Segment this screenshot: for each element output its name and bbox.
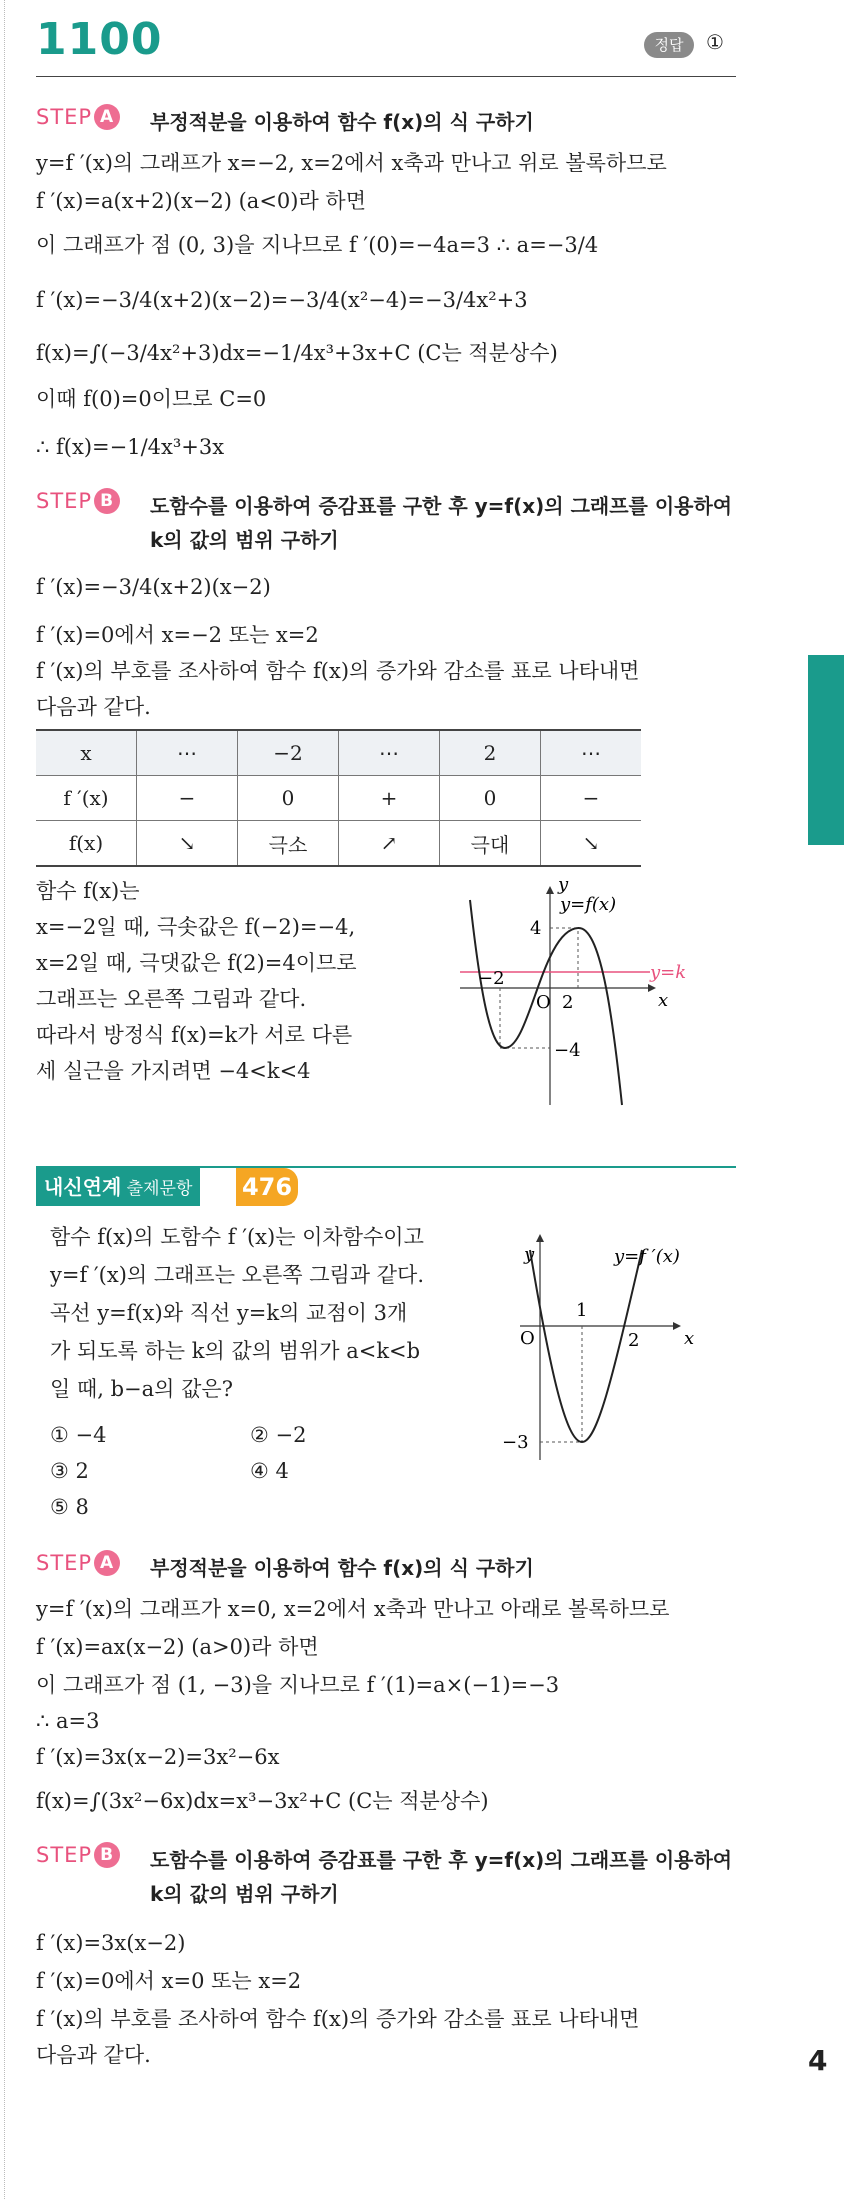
table-cell: x [36,730,137,776]
k-line-label: y=k [650,962,687,983]
cubic-graph [450,880,720,1120]
header-rule [36,76,736,77]
s1-c-line: 그래프는 오른쪽 그림과 같다. [36,987,307,1011]
s2-b-line: f ′(x)=3x(x−2) [36,1931,186,1955]
s2-a-line: f ′(x)=ax(x−2) (a>0)라 하면 [36,1635,319,1659]
x-label: x [684,1328,695,1349]
y-label: y [558,880,569,895]
tick-m3: −3 [502,1432,529,1453]
problem-line: y=f ′(x)의 그래프는 오른쪽 그림과 같다. [50,1263,424,1287]
x-axis-arrow [673,1322,681,1330]
s2-a-line: y=f ′(x)의 그래프가 x=0, x=2에서 x축과 만나고 아래로 볼록하므로 [36,1597,670,1621]
increase-decrease-table [36,729,641,867]
s2-b-line: f ′(x)의 부호를 조사하여 함수 f(x)의 증가와 감소를 표로 나타내면 [36,2007,640,2031]
table-cell: ⋯ [137,730,238,776]
y-axis-arrow [536,1234,544,1242]
table-cell: 0 [238,776,339,821]
parabola-graph [500,1220,730,1470]
problem-line: 가 되도록 하는 k의 값의 범위가 a<k<b [50,1339,421,1363]
table-cell: ⋯ [339,730,440,776]
margin-guide [4,0,5,2199]
step-a-title: 부정적분을 이용하여 함수 f(x)의 식 구하기 [150,110,534,134]
answer-value: ① [706,30,724,54]
s1-a-line: 이때 f(0)=0이므로 C=0 [36,387,267,411]
s1-a-line: y=f ′(x)의 그래프가 x=−2, x=2에서 x축과 만나고 위로 볼록하므로 [36,151,667,175]
s1-a-line: f ′(x)=a(x+2)(x−2) (a<0)라 하면 [36,189,367,213]
curve-label: y=f ′(x) [614,1246,680,1267]
step-b-title-1: 도함수를 이용하여 증감표를 구한 후 y=f(x)의 그래프를 이용하여 [150,1848,733,1872]
origin-label: O [536,992,551,1013]
tick-2: 2 [628,1330,640,1351]
s2-a-line: ∴ a=3 [36,1709,100,1733]
step-a-label: STEP A [36,104,120,130]
problem-line: 곡선 y=f(x)와 직선 y=k의 교점이 3개 [50,1301,408,1325]
x-axis-arrow [648,984,656,992]
step-b-label: STEP B [36,1842,120,1868]
s1-c-line: x=−2일 때, 극솟값은 f(−2)=−4, [36,915,356,939]
s1-a-line: 이 그래프가 점 (0, 3)을 지나므로 f ′(0)=−4a=3 ∴ a=−3/4 [36,233,599,257]
problem-line: 일 때, b−a의 값은? [50,1377,233,1401]
table-cell: ⋯ [541,730,642,776]
section-number: 476 [236,1168,298,1206]
s1-b-line: 다음과 같다. [36,695,151,719]
table-cell: ↗ [339,821,440,867]
table-cell: 극대 [440,821,541,867]
choice-4[interactable]: ④ 4 [250,1459,289,1483]
tick-2: 2 [562,992,574,1013]
table-cell: + [339,776,440,821]
s2-a-line: f ′(x)=3x(x−2)=3x²−6x [36,1745,280,1769]
table-cell: ↘ [541,821,642,867]
page-number-edge: 4 [808,2044,828,2077]
step-b-title-2: k의 값의 범위 구하기 [150,1882,339,1906]
curve-label: y=f(x) [560,894,617,915]
s1-c-line: 따라서 방정식 f(x)=k가 서로 다른 [36,1023,353,1047]
tick-4: 4 [530,918,542,939]
s1-b-line: f ′(x)=−3/4(x+2)(x−2) [36,575,271,599]
problem-number: 1100 [36,14,163,65]
step-a-title: 부정적분을 이용하여 함수 f(x)의 식 구하기 [150,1556,534,1580]
y-label: y [524,1244,535,1265]
table-row [36,821,641,867]
side-tab [808,655,844,845]
tick-m4: −4 [554,1040,581,1061]
answer-badge: 정답 [644,32,694,58]
s1-c-line: 세 실근을 가지려면 −4<k<4 [36,1059,311,1083]
problem-line: 함수 f(x)의 도함수 f ′(x)는 이차함수이고 [50,1225,424,1249]
origin-label: O [520,1328,535,1349]
s1-a-line: f(x)=∫(−3/4x²+3)dx=−1/4x³+3x+C (C는 적분상수) [36,341,558,365]
s2-b-line: f ′(x)=0에서 x=0 또는 x=2 [36,1969,302,1993]
s2-a-line: 이 그래프가 점 (1, −3)을 지나므로 f ′(1)=a×(−1)=−3 [36,1673,560,1697]
table-cell: − [541,776,642,821]
tick-1: 1 [576,1300,588,1321]
s2-a-line: f(x)=∫(3x²−6x)dx=x³−3x²+C (C는 적분상수) [36,1789,489,1813]
table-cell: 극소 [238,821,339,867]
table-cell: f ′(x) [36,776,137,821]
s1-b-line: f ′(x)의 부호를 조사하여 함수 f(x)의 증가와 감소를 표로 나타내면 [36,659,640,683]
s1-a-line: f ′(x)=−3/4(x+2)(x−2)=−3/4(x²−4)=−3/4x²+3 [36,288,528,312]
choice-2[interactable]: ② −2 [250,1423,307,1447]
table-cell: − [137,776,238,821]
table-cell: 0 [440,776,541,821]
step-b-label: STEP B [36,488,120,514]
step-a-label: STEP A [36,1550,120,1576]
table-row [36,776,641,821]
s1-b-line: f ′(x)=0에서 x=−2 또는 x=2 [36,623,319,647]
table-row [36,730,641,776]
choice-5[interactable]: ⑤ 8 [50,1495,89,1519]
choice-1[interactable]: ① −4 [50,1423,107,1447]
tick-m2: −2 [478,968,505,989]
s2-b-line: 다음과 같다. [36,2043,151,2067]
table-cell: ↘ [137,821,238,867]
s1-a-line: ∴ f(x)=−1/4x³+3x [36,435,225,459]
step-b-title-2: k의 값의 범위 구하기 [150,528,339,552]
y-axis-arrow [546,886,554,894]
curve-fprime [530,1250,642,1442]
choice-3[interactable]: ③ 2 [50,1459,89,1483]
section-badge: 내신연계 출제문항 [36,1168,200,1206]
x-label: x [658,990,669,1011]
table-cell: −2 [238,730,339,776]
table-cell: f(x) [36,821,137,867]
s1-c-line: 함수 f(x)는 [36,879,140,903]
step-b-title-1: 도함수를 이용하여 증감표를 구한 후 y=f(x)의 그래프를 이용하여 [150,494,733,518]
table-cell: 2 [440,730,541,776]
s1-c-line: x=2일 때, 극댓값은 f(2)=4이므로 [36,951,357,975]
